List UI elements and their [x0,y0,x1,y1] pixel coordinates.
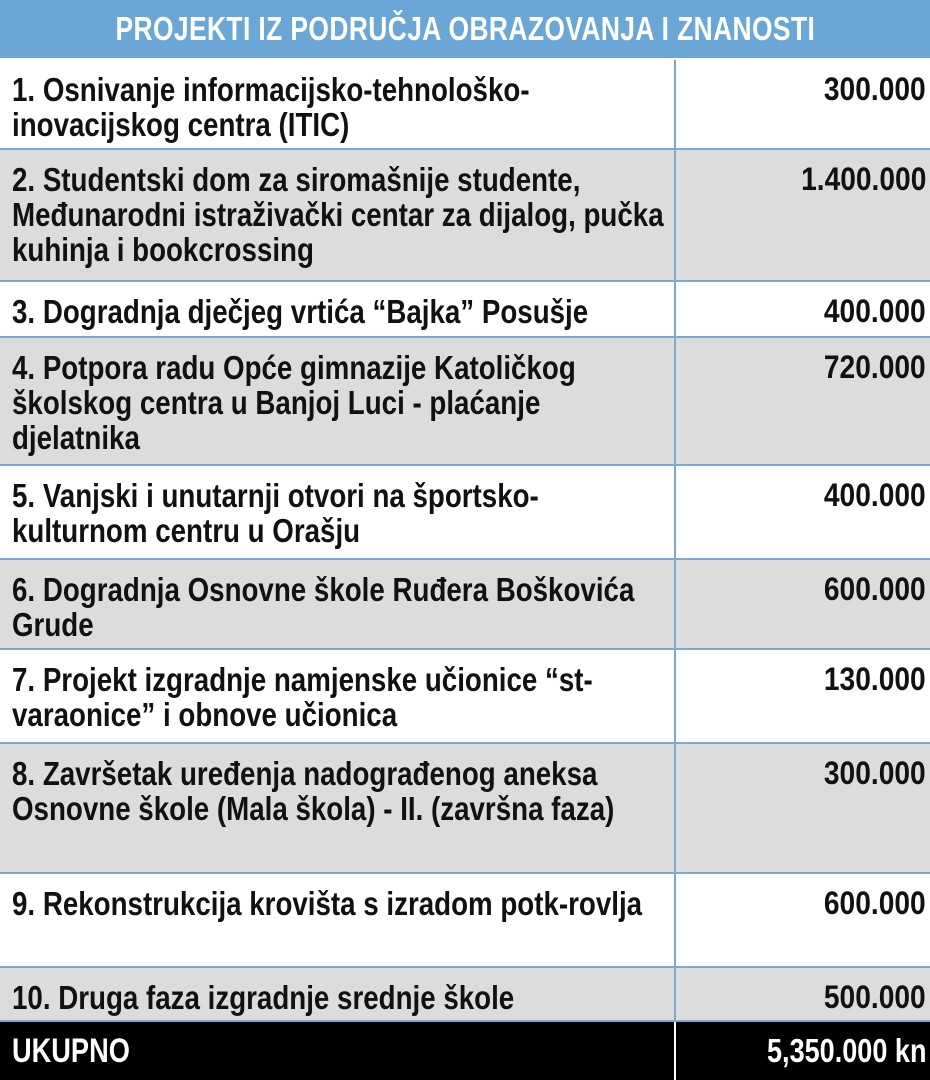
table-row [0,560,930,650]
project-amount-cell [676,744,930,872]
project-amount: 720.000 [824,349,926,385]
project-amount: 400.000 [824,293,926,329]
project-name: 7. Projekt izgradnje namjenske učionice “st-varaonice” i obnove učionica [12,661,593,733]
project-name: 4. Potpora radu Opće gimnazije Katoličkog školskog centra u Banjoj Luci - plaćanje djelatnika [12,349,576,456]
project-amount-cell [676,60,930,148]
project-name-cell [0,150,676,280]
table-row [0,874,930,968]
project-name-cell [0,282,676,336]
project-amount: 300.000 [824,755,926,791]
table-body [0,60,930,1022]
project-amount-cell [676,968,930,1020]
project-name-cell [0,466,676,558]
project-name: 3. Dogradnja dječjeg vrtića “Bajka” Posušje [12,293,589,330]
table-title-text: PROJEKTI IZ PODRUČJA OBRAZOVANJA I ZNANOSTI [115,10,815,47]
project-amount: 400.000 [824,477,926,513]
project-name-cell [0,60,676,148]
project-amount: 600.000 [824,571,926,607]
project-amount: 600.000 [824,885,926,921]
table-row [0,150,930,282]
total-row [0,1022,930,1080]
project-name-cell [0,744,676,872]
project-name-cell [0,968,676,1020]
project-amount-cell [676,282,930,336]
total-amount-cell [676,1022,930,1080]
project-amount: 1.400.000 [800,161,926,197]
project-name-cell [0,338,676,464]
project-amount-cell [676,874,930,966]
total-amount: 5,350.000 kn [766,1032,926,1069]
project-name: 1. Osnivanje informacijsko-tehnološko-inovacijskog centra (ITIC) [12,71,530,143]
project-amount: 300.000 [824,71,926,107]
project-amount-cell [676,338,930,464]
table-title [0,0,930,58]
project-name-cell [0,560,676,648]
project-name: 10. Druga faza izgradnje srednje škole [12,979,515,1016]
project-amount-cell [676,560,930,648]
table-row [0,968,930,1022]
table-row [0,338,930,466]
table-row [0,744,930,874]
project-amount: 130.000 [824,661,926,697]
total-label: UKUPNO [12,1031,130,1070]
project-name-cell [0,650,676,742]
project-name: 9. Rekonstrukcija krovišta s izradom potk-rovlja [12,885,643,922]
project-name: 8. Završetak uređenja nadograđenog aneksa Osnovne škole (Mala škola) - II. (završna faza) [12,755,615,827]
project-amount: 500.000 [824,979,926,1015]
project-name: 6. Dogradnja Osnovne škole Ruđera Boškovića Grude [12,571,635,643]
table-row [0,650,930,744]
project-name: 2. Studentski dom za siromašnije studente, Međunarodni istraživački centar za dijalog, pučka kuhinja i bookcrossing [12,161,664,268]
table-row [0,466,930,560]
project-amount-cell [676,150,930,280]
project-amount-cell [676,650,930,742]
table-row [0,60,930,150]
project-name: 5. Vanjski i unutarnji otvori na športsko-kulturnom centru u Orašju [12,477,539,549]
project-amount-cell [676,466,930,558]
project-name-cell [0,874,676,966]
table-row [0,282,930,338]
total-label-cell [0,1022,676,1080]
